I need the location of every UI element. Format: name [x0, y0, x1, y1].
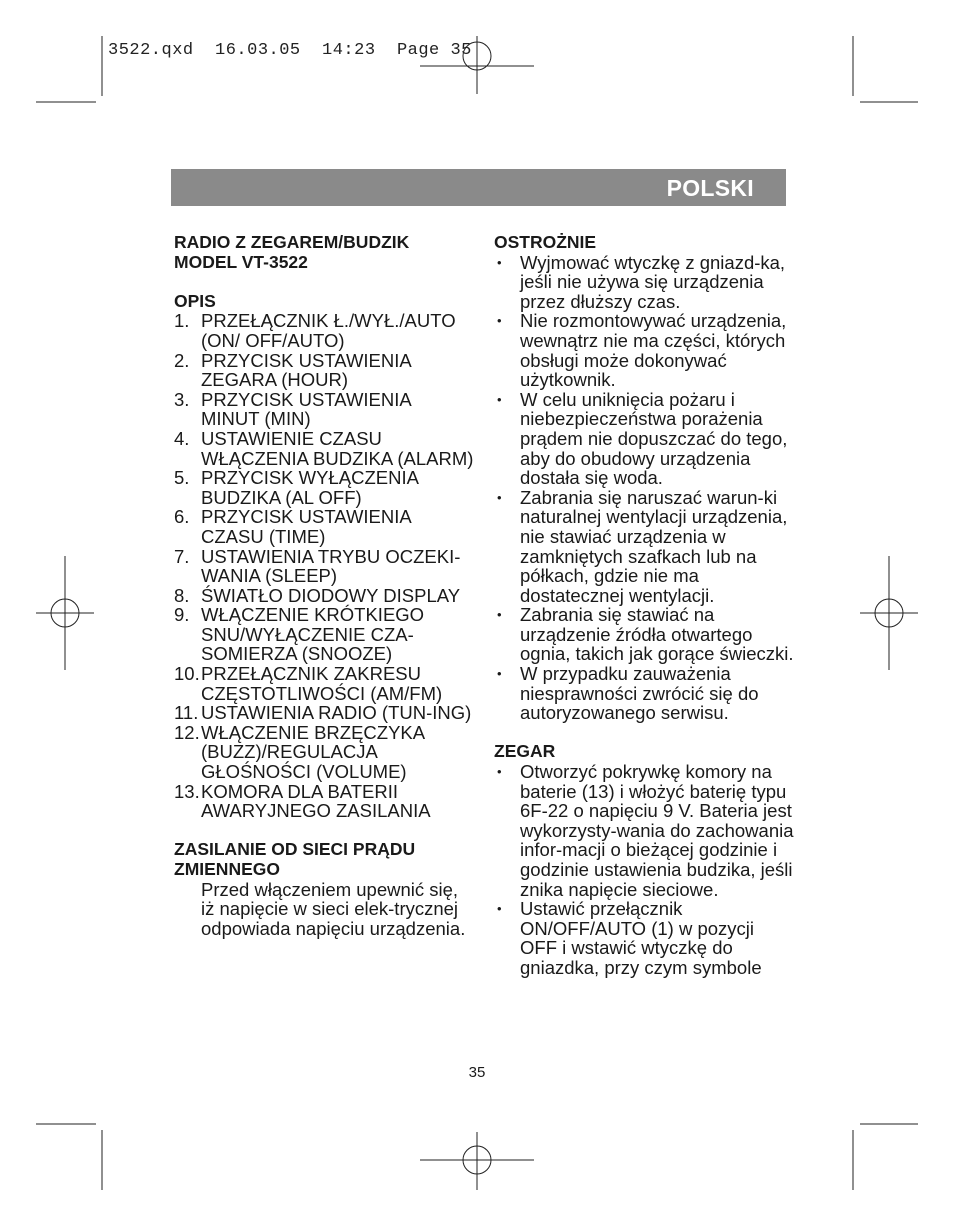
list-item: 4. USTAWIENIE CZASU WŁĄCZENIA BUDZIKA (ALARM): [174, 427, 474, 469]
list-item: • Ustawić przełącznik ON/OFF/AUTO (1) w pozycji OFF i wstawić wtyczkę do gniazdka, przy czym symbole: [494, 899, 794, 977]
list-item: 13. KOMORA DLA BATERII AWARYJNEGO ZASILANIA: [174, 780, 431, 822]
power-text: Przed włączeniem upewnić się, iż napięcie w sieci elek-trycznej odpowiada napięciu urządzenia.: [201, 878, 466, 939]
registration-mark-bottom: [420, 1132, 534, 1190]
registration-mark-right: [860, 556, 918, 670]
description-list: [174, 311, 474, 820]
description-heading: OPIS: [174, 290, 216, 311]
list-item: 6. PRZYCISK USTAWIENIA CZASU (TIME): [174, 506, 411, 547]
right-column: [494, 233, 794, 978]
caution-heading: OSTROŻNIE: [494, 232, 597, 252]
language-title: POLSKI: [666, 175, 754, 201]
list-item: 3. PRZYCISK USTAWIENIA MINUT (MIN): [174, 388, 411, 430]
list-item: 1. PRZEŁĄCZNIK Ł./WYŁ./AUTO (ON/ OFF/AUTO): [174, 310, 456, 351]
list-item: 10. PRZEŁĄCZNIK ZAKRESU CZĘSTOTLIWOŚCI (AM/FM): [174, 663, 443, 704]
language-bar: [171, 169, 786, 206]
product-title-line2: MODEL VT-3522: [174, 251, 308, 272]
list-item: • W przypadku zauważenia niesprawności zwrócić się do autoryzowanego serwisu.: [494, 664, 794, 723]
list-item: 11. USTAWIENIA RADIO (TUN-ING): [174, 702, 472, 724]
power-heading-line1: ZASILANIE OD SIECI PRĄDU: [174, 839, 416, 860]
page-number: 35: [468, 1064, 486, 1081]
left-column: [174, 233, 474, 938]
clock-list: [494, 762, 794, 978]
list-item: • Zabrania się naruszać warun-ki naturalnej wentylacji urządzenia, nie stawiać urządzenia w zamkniętych szafkach lub na półkach, gdzie nie ma dostatecznej wentylacji.: [494, 488, 794, 606]
list-item: 8. ŚWIATŁO DIODOWY DISPLAY: [174, 584, 461, 606]
product-title-line1: RADIO Z ZEGAREM/BUDZIK: [174, 232, 410, 252]
list-item: 12. WŁĄCZENIE BRZĘCZYKA (BUZZ)/REGULACJA GŁOŚNOŚCI (VOLUME): [174, 721, 425, 783]
caution-list: [494, 253, 794, 723]
list-item: 9. WŁĄCZENIE KRÓTKIEGO SNU/WYŁĄCZENIE CZA-SOMIERZA (SNOOZE): [174, 604, 425, 665]
file-info-header: 3522.qxd 16.03.05 14:23 Page 35: [108, 41, 472, 60]
list-item: • Otworzyć pokrywkę komory na baterie (13) i włożyć baterię typu 6F-22 o napięciu 9 V. Bateria jest wykorzysty-wania do zachowania infor-macji o bieżącej godzinie i godzinie ustawienia budzika, jeśli znika napięcie sieciowe.: [494, 762, 794, 899]
list-item: 2. PRZYCISK USTAWIENIA ZEGARA (HOUR): [174, 349, 411, 391]
registration-mark-left: [36, 556, 94, 670]
list-item: • Wyjmować wtyczkę z gniazd-ka, jeśli nie używa się urządzenia przez dłuższy czas.: [494, 253, 794, 312]
list-item: • Nie rozmontowywać urządzenia, wewnątrz nie ma części, których obsługi może dokonywać użytkownik.: [494, 311, 794, 389]
power-heading-line2: ZMIENNEGO: [174, 859, 280, 879]
list-item: 5. PRZYCISK WYŁĄCZENIA BUDZIKA (AL OFF): [174, 467, 418, 508]
list-item: • Zabrania się stawiać na urządzenie źródła otwartego ognia, takich jak gorące świeczki.: [494, 605, 794, 664]
clock-heading: ZEGAR: [494, 741, 556, 762]
list-item: • W celu uniknięcia pożaru i niebezpieczeństwa porażenia prądem nie dopuszczać do tego, aby do obudowy urządzenia dostała się woda.: [494, 390, 794, 488]
list-item: 7. USTAWIENIA TRYBU OCZEKI-WANIA (SLEEP): [174, 545, 461, 587]
